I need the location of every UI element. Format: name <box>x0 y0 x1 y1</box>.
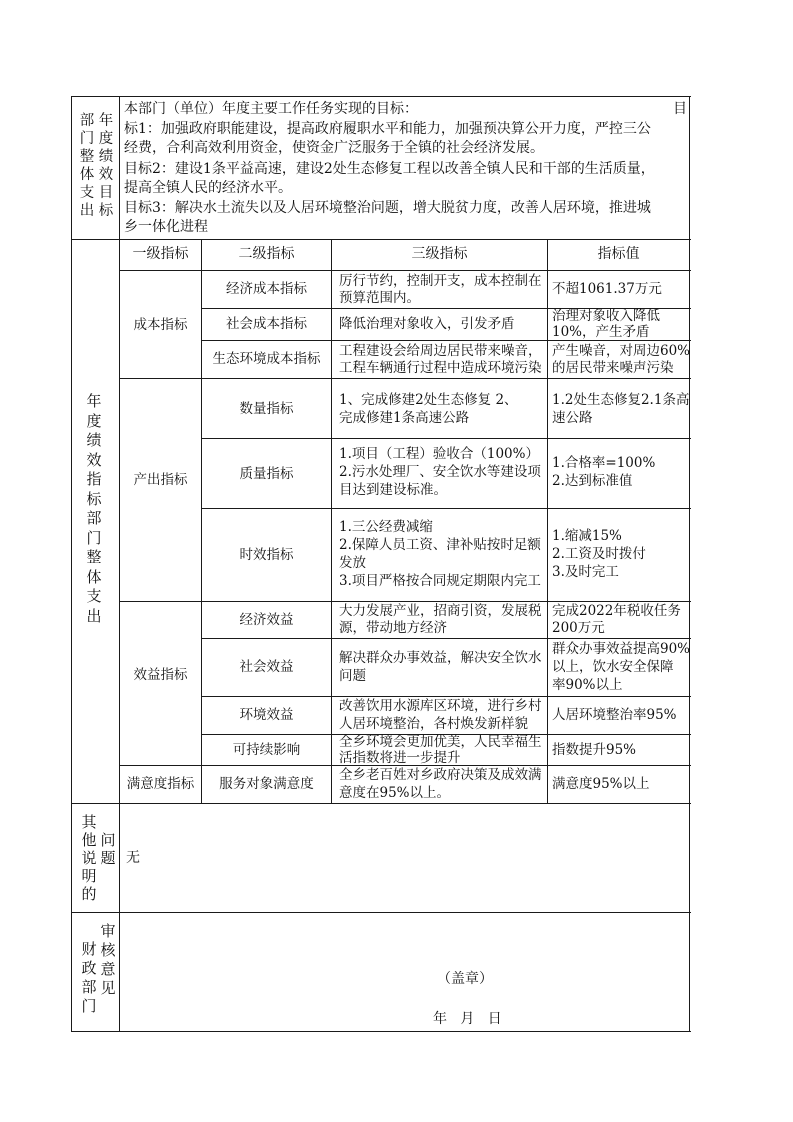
l2-label: 质量指标 <box>239 466 294 482</box>
value-line: 200万元 <box>552 620 605 636</box>
l2-label: 数量指标 <box>239 401 294 417</box>
l3-line: 厉行节约，控制开支，成本控制在 <box>339 273 542 289</box>
table-border-bottom <box>71 1031 691 1032</box>
l3-line: 问题 <box>339 668 366 684</box>
header-level1: 一级指标 <box>132 246 189 262</box>
l3-line: 1.三公经费减缩 <box>339 519 433 535</box>
rule-review-divider <box>119 912 120 1031</box>
rule-row <box>201 638 691 639</box>
review-date: 年 月 日 <box>433 1011 502 1027</box>
rule-row <box>201 438 691 439</box>
goals-line-4: 提高全镇人民的经济水平。 <box>124 180 292 196</box>
group-output: 产出指标 <box>133 472 188 488</box>
value-line: 速公路 <box>552 410 593 426</box>
l2-label: 经济成本指标 <box>226 281 307 297</box>
goals-line-3: 目标2：建设1条平益高速，建设2处生态修复工程以改善全镇人民和干部的生活质量， <box>124 161 655 177</box>
value-line: 1.合格率=100% <box>552 455 656 471</box>
l3-line: 工程车辆通行过程中造成环境污染 <box>339 360 542 376</box>
l3-line: 全乡环境会更加优美，人民幸福生 <box>339 734 542 750</box>
table-border-left <box>71 96 72 1032</box>
rule-row <box>201 508 691 509</box>
l2-label: 社会效益 <box>239 659 294 675</box>
indicators-title: 年度绩效指标部门整体支出 <box>86 392 102 625</box>
header-value: 指标值 <box>597 246 640 262</box>
l2-label: 可持续影响 <box>232 742 301 758</box>
l3-line: 2.污水处理厂、安全饮水等建设项 <box>339 464 541 480</box>
seal-label: （盖章） <box>437 971 493 987</box>
l3-line: 3.项目严格按合同规定期限内完工 <box>339 573 541 589</box>
goals-line-6: 乡一体化进程 <box>124 219 208 235</box>
group-cost: 成本指标 <box>133 317 188 333</box>
rule-indicators-bottom <box>71 803 691 804</box>
header-level2: 二级指标 <box>238 246 295 262</box>
value-line: 满意度95%以上 <box>552 776 650 792</box>
l3-line: 全乡老百姓对乡政府决策及成效满 <box>339 767 542 783</box>
value-line: 10%，产生矛盾 <box>552 324 650 340</box>
rule-l3-divider <box>547 239 548 803</box>
value-line: 人居环境整治率95% <box>552 707 677 723</box>
value-line: 率90%以上 <box>552 677 623 693</box>
other-title-col2: 问题 <box>100 831 116 867</box>
l3-line: 人居环境整治，各村焕发新样貌 <box>339 716 528 732</box>
value-line: 的居民带来噪声污染 <box>552 360 674 376</box>
goals-intro-tail: 目 <box>673 101 687 117</box>
l3-line: 目达到建设标准。 <box>339 482 447 498</box>
l3-line: 预算范围内。 <box>339 290 420 306</box>
l2-label: 服务对象满意度 <box>219 776 314 792</box>
rule-goals-divider <box>119 96 120 239</box>
value-line: 2.达到标准值 <box>552 473 633 489</box>
group-satisfaction: 满意度指标 <box>126 776 195 792</box>
table-border-top <box>71 96 691 97</box>
l2-label: 时效指标 <box>239 547 294 563</box>
other-title-col1: 其他说明的 <box>81 813 97 903</box>
value-line: 治理对象收入降低 <box>552 308 660 324</box>
rule-goals-bottom <box>71 239 691 240</box>
l3-line: 工程建设会给周边居民带来噪音， <box>339 343 542 359</box>
value-line: 3.及时完工 <box>552 564 619 580</box>
rule-l2-divider <box>331 239 332 803</box>
goals-line-5: 目标3：解决水土流失以及人居环境整治问题，增大脱贫力度，改善人居环境，推进城 <box>124 200 651 216</box>
review-title-col2: 审核意见 <box>100 922 116 997</box>
value-line: 群众办事效益提高90% <box>552 641 691 657</box>
value-line: 2.工资及时拨付 <box>552 546 646 562</box>
value-line: 指数提升95% <box>552 742 637 758</box>
l3-line: 源，带动地方经济 <box>339 620 447 636</box>
value-line: 以上，饮水安全保障 <box>552 659 674 675</box>
value-line: 完成2022年税收任务 <box>552 603 681 619</box>
review-title-col1: 财政部门 <box>81 940 97 1015</box>
group-benefit: 效益指标 <box>133 667 188 683</box>
l3-line: 1.项目（工程）验收合（100%） <box>339 446 539 462</box>
l3-line: 降低治理对象收入，引发矛盾 <box>339 316 515 332</box>
rule-other-divider <box>119 803 120 912</box>
header-level3: 三级指标 <box>411 246 468 262</box>
rule-group <box>119 378 691 379</box>
l3-line: 活指数将进一步提升 <box>339 750 461 766</box>
l3-line: 完成修建1条高速公路 <box>339 410 470 426</box>
value-line: 不超1061.37万元 <box>552 281 662 297</box>
l3-line: 大力发展产业，招商引资，发展税 <box>339 603 542 619</box>
goals-line-1: 标1：加强政府职能建设，提高政府履职水平和能力，加强预决算公开力度，严控三公 <box>124 121 651 137</box>
l2-label: 社会成本指标 <box>226 316 307 332</box>
l3-line: 2.保障人员工资、津补贴按时足额 <box>339 537 541 553</box>
table-border-right <box>689 96 690 1032</box>
value-line: 产生噪音，对周边60% <box>552 343 691 359</box>
l3-line: 意度在95%以上。 <box>339 785 451 801</box>
l2-label: 环境效益 <box>239 707 294 723</box>
goals-title-col2: 年度绩效目标 <box>98 113 114 219</box>
l2-label: 生态环境成本指标 <box>212 351 321 367</box>
rule-other-bottom <box>71 912 691 913</box>
rule-header-bottom <box>119 270 691 271</box>
l3-line: 解决群众办事效益，解决安全饮水 <box>339 650 542 666</box>
l3-line: 1、完成修建2处生态修复 2、 <box>339 392 518 408</box>
goals-intro: 本部门（单位）年度主要工作任务实现的目标： <box>124 101 418 117</box>
value-line: 1.2处生态修复2.1条高 <box>552 392 690 408</box>
goals-line-2: 经费，合利高效利用资金，使资金广泛服务于全镇的社会经济发展。 <box>124 140 544 156</box>
l3-line: 发放 <box>339 555 366 571</box>
goals-title-col1: 部门整体支出 <box>79 113 95 219</box>
l3-line: 改善饮用水源库区环境，进行乡村 <box>339 698 542 714</box>
other-content: 无 <box>126 850 140 866</box>
l2-label: 经济效益 <box>239 612 294 628</box>
value-line: 1.缩减15% <box>552 528 622 544</box>
